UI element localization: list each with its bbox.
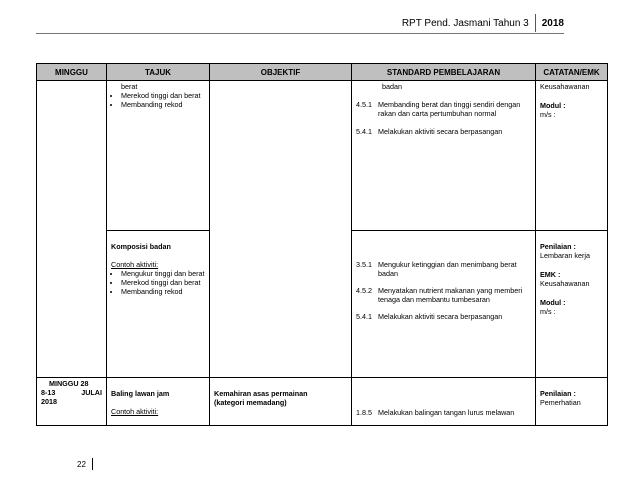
penilaian-value: Pemerhatian — [540, 398, 581, 407]
col-standard: STANDARD PEMBELAJARAN — [352, 64, 536, 81]
date-year: 2018 — [41, 397, 57, 406]
list-item: • Membanding rekod — [121, 100, 205, 109]
activity-list — [111, 91, 205, 109]
standard-item — [356, 312, 531, 321]
tajuk-cell — [107, 378, 210, 426]
catatan-cell — [536, 81, 608, 231]
objektif-line-2: (kategori memadang) — [214, 398, 287, 407]
date-days: 8-13 — [41, 388, 56, 397]
modul-value: m/s : — [540, 110, 556, 119]
penilaian-value: Lembaran kerja — [540, 251, 590, 260]
standard-number: 3.5.1 — [356, 260, 372, 269]
list-item: • Merekod tinggi dan berat — [121, 91, 205, 100]
standard-item — [356, 408, 531, 417]
header-rule — [36, 33, 564, 34]
page-number: 22 — [77, 459, 86, 469]
standard-text: Melakukan aktiviti secara berpasangan — [378, 127, 503, 136]
col-catatan: CATATAN/EMK — [536, 64, 608, 81]
contoh-label: Contoh aktiviti: — [111, 407, 159, 416]
tajuk-cell — [107, 81, 210, 231]
standard-text: Mengukur ketinggian dan menimbang berat badan — [378, 260, 517, 278]
objektif-cell — [210, 81, 352, 378]
standard-number: 4.5.1 — [356, 100, 372, 109]
modul-label: Modul : — [540, 101, 566, 110]
standard-item — [356, 100, 531, 118]
emk-value: Keusahawanan — [540, 279, 590, 288]
standard-cell — [352, 231, 536, 378]
standard-item — [356, 260, 531, 278]
topic-title: Komposisi badan — [111, 242, 171, 251]
modul-label: Modul : — [540, 298, 566, 307]
standard-text: Melakukan aktiviti secara berpasangan — [378, 312, 503, 321]
standard-item — [356, 127, 531, 136]
col-objektif: OBJEKTIF — [210, 64, 352, 81]
date-month: JULAI — [81, 388, 102, 397]
footer-divider — [92, 458, 93, 470]
objektif-line-1: Kemahiran asas permainan — [214, 389, 308, 398]
standard-number: 4.5.2 — [356, 286, 372, 295]
standard-item — [356, 286, 531, 304]
standard-continued: badan — [382, 82, 402, 91]
topic-title: Baling lawan jam — [111, 389, 170, 398]
standard-text: Membanding berat dan tinggi sendiri dengan rakan dan carta pertumbuhan normal — [378, 100, 521, 118]
page-footer — [77, 458, 93, 470]
modul-value: m/s : — [540, 307, 556, 316]
tajuk-continued: berat — [121, 82, 138, 91]
list-item: • Mengukur tinggi dan berat — [121, 269, 205, 278]
col-tajuk: TAJUK — [107, 64, 210, 81]
col-minggu: MINGGU — [37, 64, 107, 81]
activity-list — [111, 269, 205, 296]
objektif-cell — [210, 378, 352, 426]
standard-cell — [352, 81, 536, 231]
table-row — [37, 378, 608, 426]
table-row — [37, 81, 608, 231]
document-title: RPT Pend. Jasmani Tahun 3 — [401, 17, 529, 29]
table-header-row — [37, 64, 608, 81]
standard-number: 5.4.1 — [356, 312, 372, 321]
standard-text: Menyatakan nutrient makanan yang memberi tenaga dan membantu tumbesaran — [378, 286, 523, 304]
catatan-cell — [536, 231, 608, 378]
header-divider — [535, 14, 536, 32]
standard-number: 1.8.5 — [356, 408, 372, 417]
emk-value: Keusahawanan — [540, 82, 590, 91]
list-item: • Membanding rekod — [121, 287, 205, 296]
standard-text: Melakukan balingan tangan lurus melawan — [378, 408, 515, 417]
standard-cell — [352, 378, 536, 426]
minggu-cell — [37, 378, 107, 426]
minggu-cell — [37, 81, 107, 378]
standard-number: 5.4.1 — [356, 127, 372, 136]
date-range — [41, 388, 102, 397]
penilaian-label: Penilaian : — [540, 242, 576, 251]
catatan-cell — [536, 378, 608, 426]
page-header — [402, 14, 564, 32]
tajuk-cell — [107, 231, 210, 378]
list-item: • Merekod tinggi dan berat — [121, 278, 205, 287]
emk-label: EMK : — [540, 270, 561, 279]
rpt-table — [36, 63, 608, 426]
minggu-label: MINGGU 28 — [49, 379, 89, 388]
contoh-label: Contoh aktiviti: — [111, 260, 159, 269]
penilaian-label: Penilaian : — [540, 389, 576, 398]
document-year: 2018 — [541, 17, 564, 29]
